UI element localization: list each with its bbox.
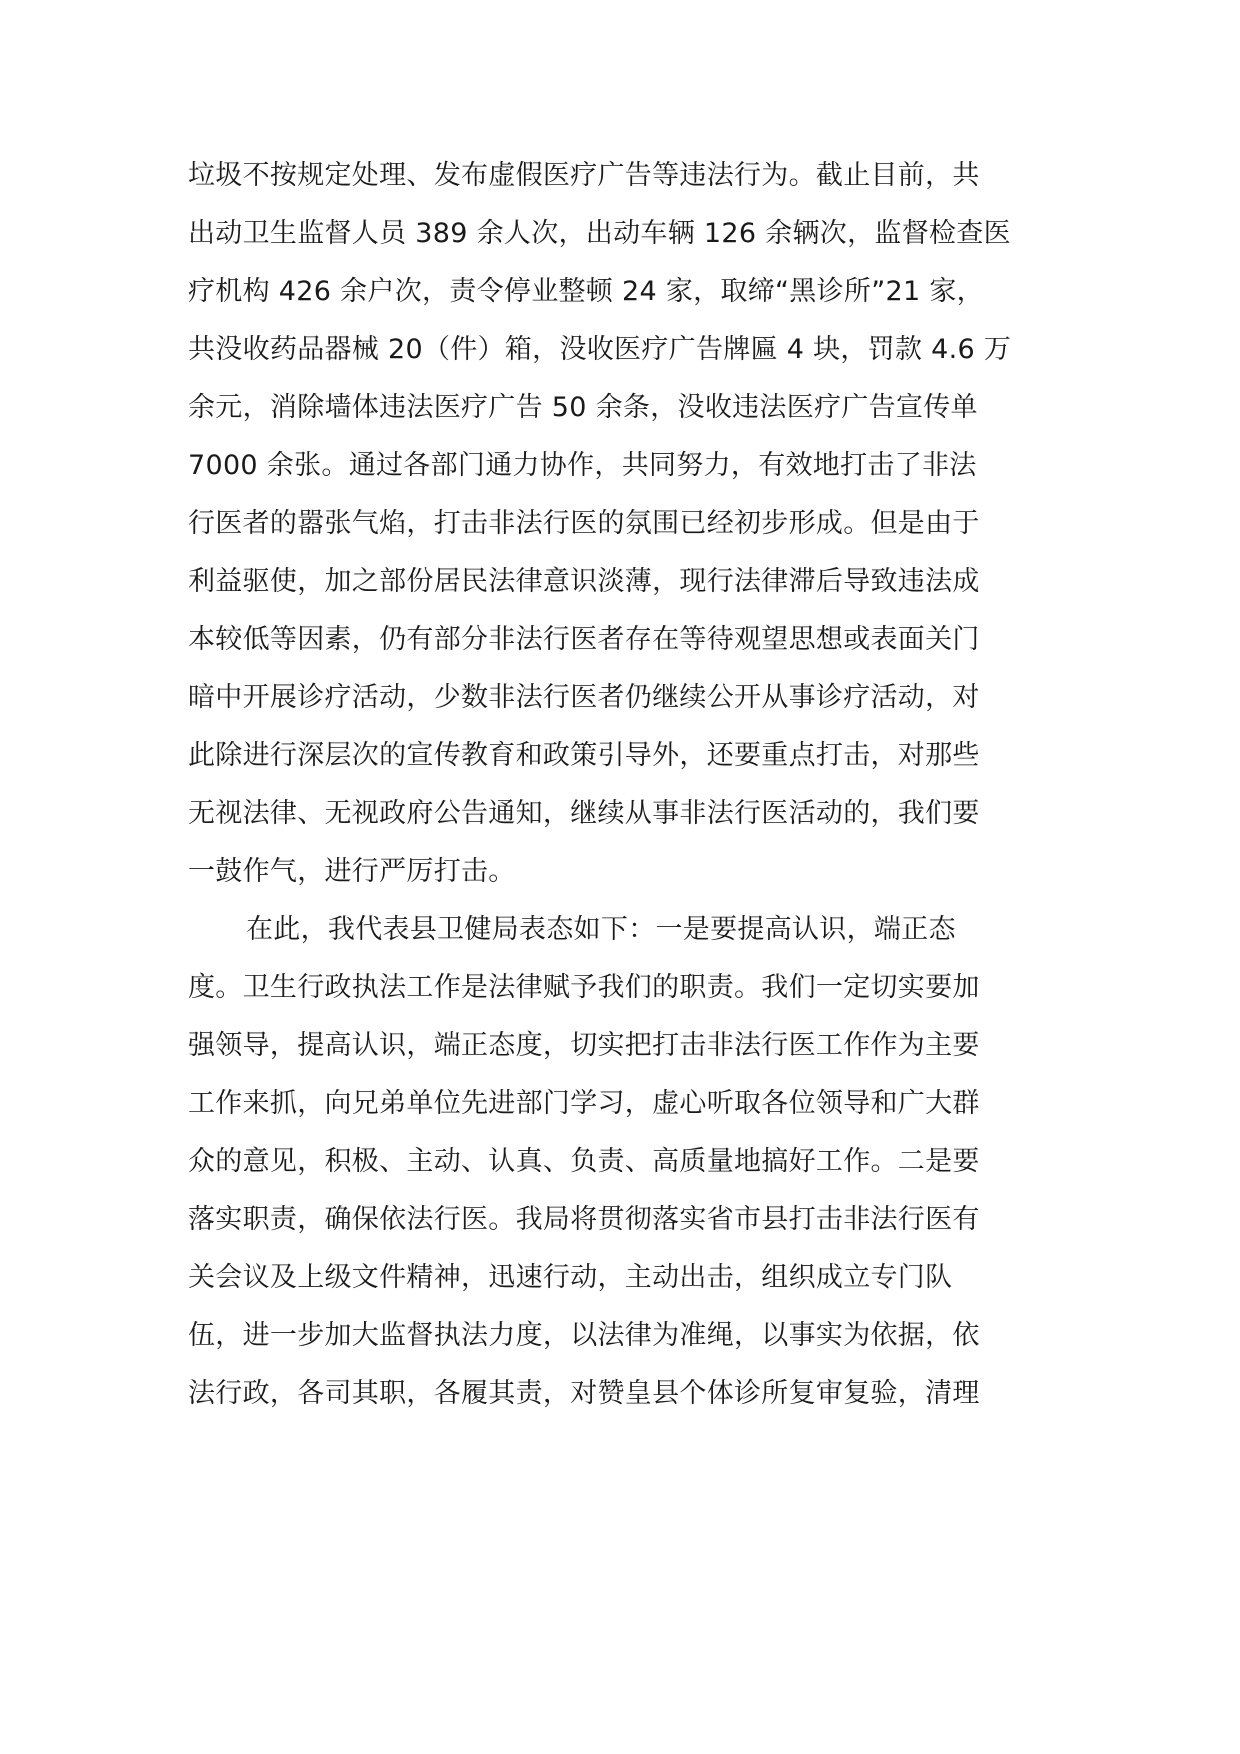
text-line: 工作来抓，向兄弟单位先进部门学习，虚心听取各位领导和广大群 [188, 1088, 980, 1119]
text-line: 7000 余张。通过各部门通力协作，共同努力，有效地打击了非法 [188, 450, 977, 481]
text-line: 垃圾不按规定处理、发布虚假医疗广告等违法行为。截止目前，共 [188, 160, 980, 191]
paragraph-first-line: 在此，我代表县卫健局表态如下：一是要提高认识，端正态 [246, 914, 956, 945]
text-line: 众的意见，积极、主动、认真、负责、高质量地搞好工作。二是要 [188, 1146, 980, 1177]
text-line: 疗机构 426 余户次，责令停业整顿 24 家，取缔“黑诊所”21 家， [188, 276, 984, 307]
text-line: 出动卫生监督人员 389 余人次，出动车辆 126 余辆次，监督检查医 [188, 218, 1011, 249]
text-line: 暗中开展诊疗活动，少数非法行医者仍继续公开从事诊疗活动，对 [188, 682, 980, 713]
text-line: 无视法律、无视政府公告通知，继续从事非法行医活动的，我们要 [188, 798, 980, 829]
text-line: 行医者的嚣张气焰，打击非法行医的氛围已经初步形成。但是由于 [188, 508, 980, 539]
text-line: 强领导，提高认识，端正态度，切实把打击非法行医工作作为主要 [188, 1030, 980, 1061]
text-line: 关会议及上级文件精神，迅速行动，主动出击，组织成立专门队 [188, 1262, 953, 1293]
text-line: 共没收药品器械 20（件）箱，没收医疗广告牌匾 4 块，罚款 4.6 万 [188, 334, 1012, 365]
text-line: 伍，进一步加大监督执法力度，以法律为准绳，以事实为依据，依 [188, 1320, 980, 1351]
text-line: 度。卫生行政执法工作是法律赋予我们的职责。我们一定切实要加 [188, 972, 980, 1003]
text-line: 此除进行深层次的宣传教育和政策引导外，还要重点打击，对那些 [188, 740, 980, 771]
text-line: 一鼓作气，进行严厉打击。 [188, 856, 516, 887]
text-line: 利益驱使，加之部份居民法律意识淡薄，现行法律滞后导致违法成 [188, 566, 980, 597]
text-line: 法行政，各司其职，各履其责，对赞皇县个体诊所复审复验，清理 [188, 1378, 980, 1409]
text-line: 余元，消除墙体违法医疗广告 50 余条，没收违法医疗广告宣传单 [188, 392, 978, 423]
text-line: 落实职责，确保依法行医。我局将贯彻落实省市县打击非法行医有 [188, 1204, 980, 1235]
text-line: 本较低等因素，仍有部分非法行医者存在等待观望思想或表面关门 [188, 624, 980, 655]
